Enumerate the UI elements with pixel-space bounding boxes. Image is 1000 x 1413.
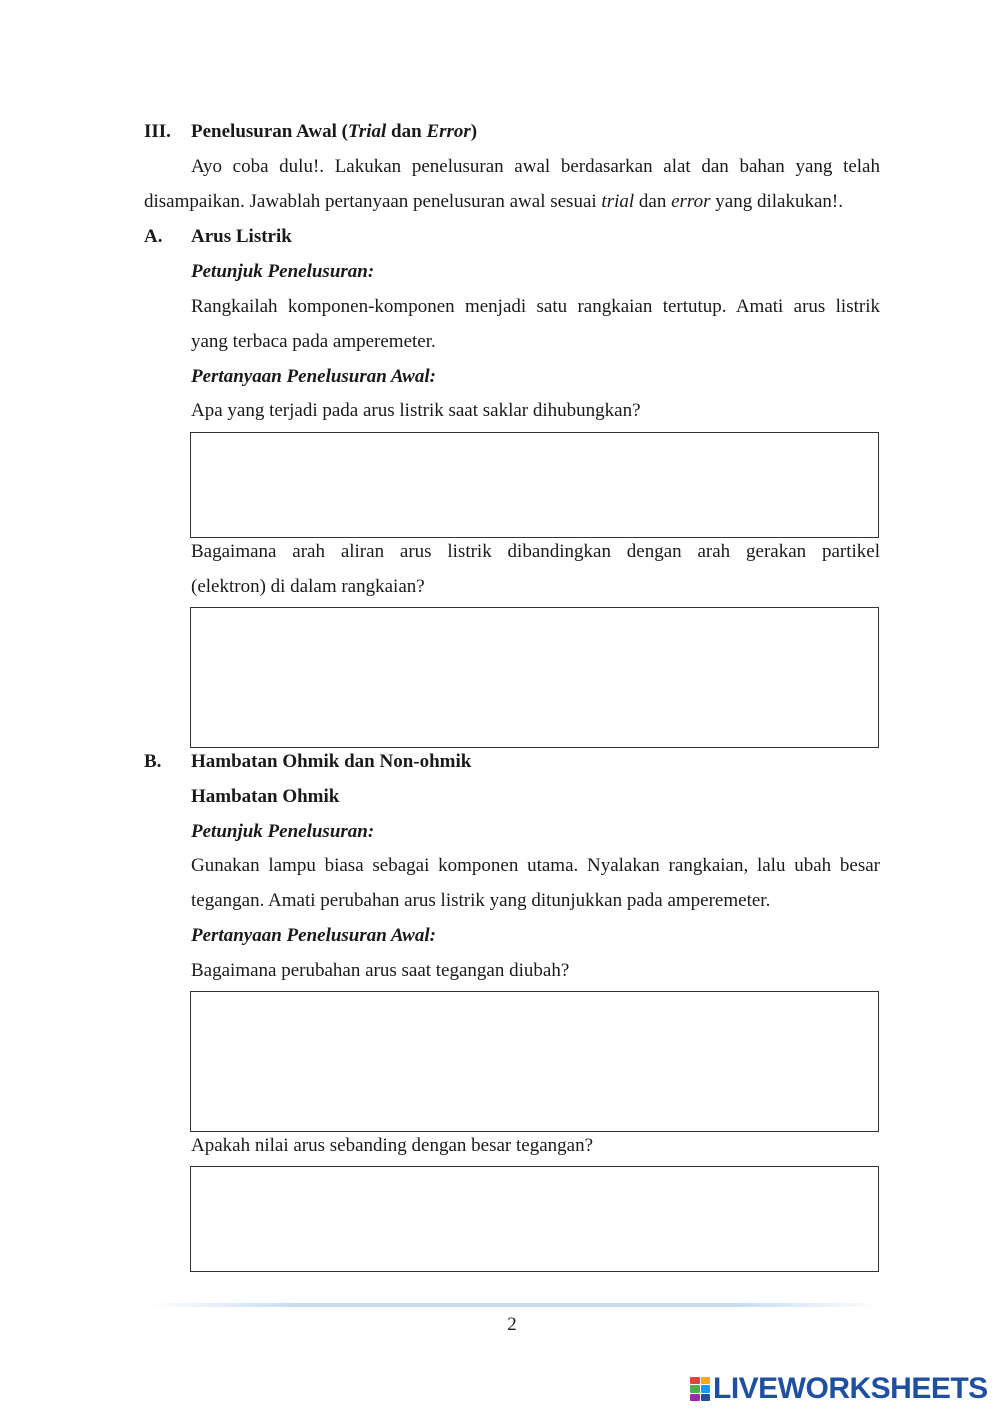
part-a-guide-label: Petunjuk Penelusuran: [191,261,375,282]
part-b-subtitle: Hambatan Ohmik [191,786,340,807]
part-b-letter: B. [144,751,162,772]
liveworksheets-logo-text: LIVEWORKSHEETS [713,1372,988,1405]
part-a-title: Arus Listrik [191,226,292,247]
part-b-answer-1-input[interactable] [191,992,878,1131]
part-b-title: Hambatan Ohmik dan Non-ohmik [191,751,472,772]
liveworksheets-logo-icon [690,1377,710,1401]
part-a-guide-line-2: yang terbaca pada amperemeter. [191,331,436,352]
part-a-letter: A. [144,226,163,247]
part-b-question-2: Apakah nilai arus sebanding dengan besar tegangan? [191,1135,594,1156]
part-b-answer-1-box [190,991,879,1132]
part-a-question-1: Apa yang terjadi pada arus listrik saat saklar dihubungkan? [191,400,641,421]
section-number: III. [144,121,171,142]
intro-line-1: Ayo coba dulu!. Lakukan penelusuran awal berdasarkan alat dan bahan yang telah [191,156,880,177]
part-a-answer-1-input[interactable] [191,433,878,537]
part-a-question-2-line-1: Bagaimana arah aliran arus listrik dibandingkan dengan arah gerakan partikel [191,541,880,562]
part-b-question-1: Bagaimana perubahan arus saat tegangan diubah? [191,960,570,981]
section-title: Penelusuran Awal (Trial dan Error) [191,121,478,142]
part-b-answer-2-box [190,1166,879,1272]
part-a-answer-2-input[interactable] [191,608,878,747]
part-a-guide-line-1: Rangkailah komponen-komponen menjadi satu rangkaian tertutup. Amati arus listrik [191,296,880,317]
liveworksheets-logo[interactable] [690,1372,988,1406]
page-number: 2 [507,1314,517,1335]
part-b-answer-2-input[interactable] [191,1167,878,1271]
part-b-guide-label: Petunjuk Penelusuran: [191,821,375,842]
intro-line-2: disampaikan. Jawablah pertanyaan penelusuran awal sesuai trial dan error yang dilakukan!. [144,191,843,212]
part-a-question-2-line-2: (elektron) di dalam rangkaian? [191,576,425,597]
part-a-answer-2-box [190,607,879,748]
part-a-question-label: Pertanyaan Penelusuran Awal: [191,366,436,387]
part-a-answer-1-box [190,432,879,538]
part-b-guide-line-2: tegangan. Amati perubahan arus listrik yang ditunjukkan pada amperemeter. [191,890,771,911]
part-b-guide-line-1: Gunakan lampu biasa sebagai komponen utama. Nyalakan rangkaian, lalu ubah besar [191,855,880,876]
footer-divider [150,1303,880,1307]
part-b-question-label: Pertanyaan Penelusuran Awal: [191,925,436,946]
